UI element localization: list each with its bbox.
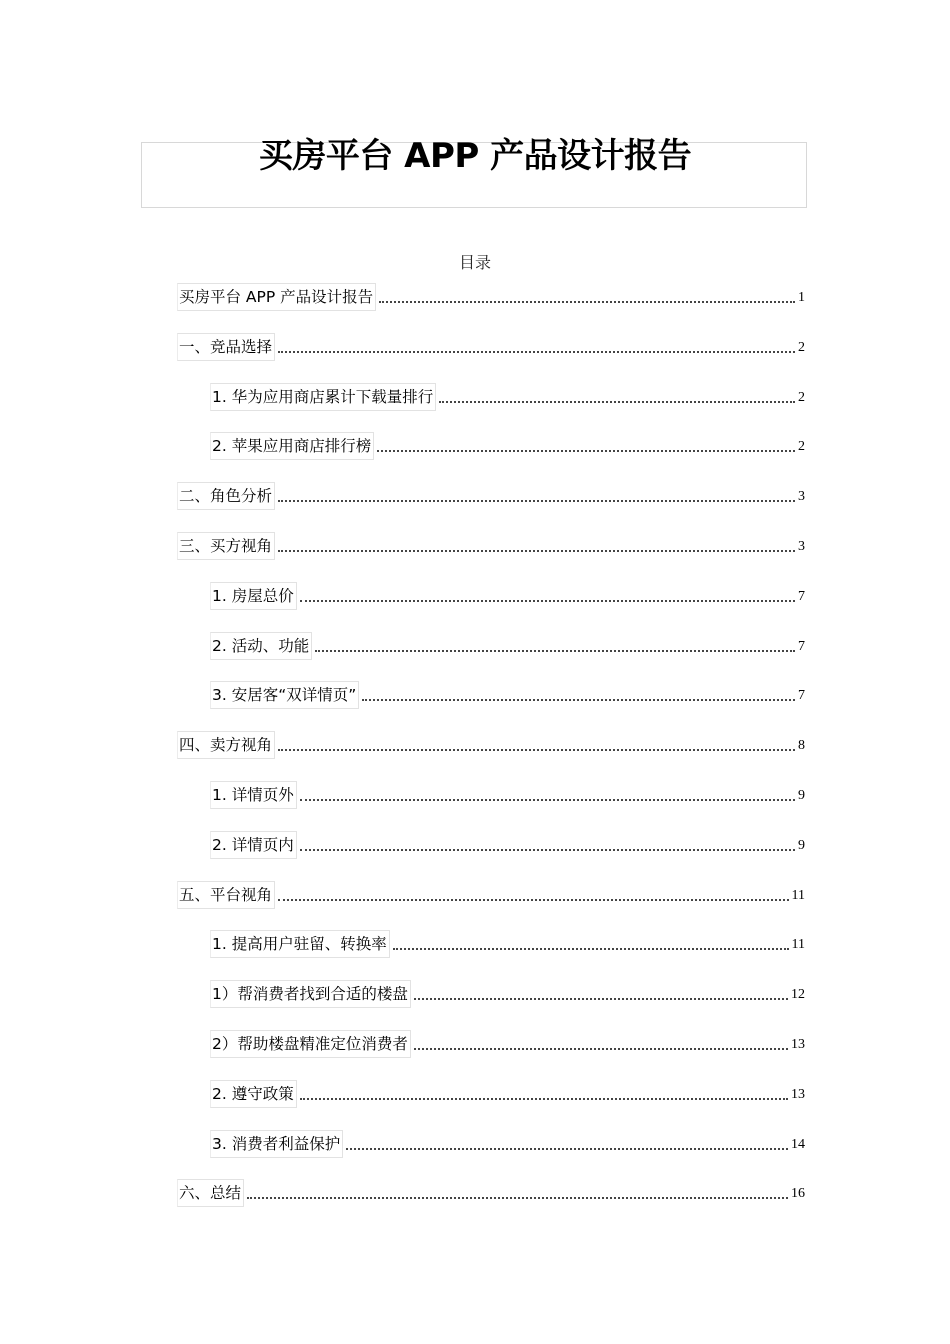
toc-page-number: 9 xyxy=(798,788,805,803)
toc-entry-label: 买房平台 APP 产品设计报告 xyxy=(177,283,376,311)
toc-entry-label: 1. 房屋总价 xyxy=(210,582,297,610)
toc-leader-dots xyxy=(414,998,788,1000)
toc-entry-label: 1. 华为应用商店累计下载量排行 xyxy=(210,383,436,411)
toc-entry[interactable] xyxy=(210,582,805,610)
toc-leader-dots xyxy=(278,550,795,552)
toc-leader-dots xyxy=(414,1048,788,1050)
toc-leader-dots xyxy=(346,1148,788,1150)
toc-entry-label: 三、买方视角 xyxy=(177,532,275,560)
toc-page-number: 11 xyxy=(791,887,805,903)
toc-page-number: 12 xyxy=(791,987,805,1003)
toc-leader-dots xyxy=(300,849,795,851)
toc-entry-label: 2. 活动、功能 xyxy=(210,632,312,660)
toc-page-number: 7 xyxy=(798,688,805,704)
toc-page-number: 13 xyxy=(791,1086,805,1102)
toc-leader-dots xyxy=(377,450,795,452)
toc-entry-label: 1. 详情页外 xyxy=(210,781,297,809)
toc-entry-label: 1）帮消费者找到合适的楼盘 xyxy=(210,980,411,1008)
toc-entry[interactable] xyxy=(177,283,805,311)
toc-entry[interactable] xyxy=(210,1130,805,1158)
toc-entry[interactable] xyxy=(210,681,805,709)
toc-page-number: 16 xyxy=(791,1186,805,1202)
toc-entry[interactable] xyxy=(210,831,805,859)
toc-page-number: 2 xyxy=(798,439,805,455)
toc-entry[interactable] xyxy=(177,881,805,909)
toc-leader-dots xyxy=(278,899,789,901)
toc-leader-dots xyxy=(315,650,795,652)
toc-entry-label: 1. 提高用户驻留、转换率 xyxy=(210,930,390,958)
toc-entry[interactable] xyxy=(210,781,805,809)
toc-entry[interactable] xyxy=(210,980,805,1008)
toc-leader-dots xyxy=(247,1197,788,1199)
toc-entry[interactable] xyxy=(177,532,805,560)
toc-heading: 目录 xyxy=(458,253,491,272)
toc-leader-dots xyxy=(379,301,795,303)
toc-entry-label: 一、竞品选择 xyxy=(177,333,275,361)
toc-page-number: 11 xyxy=(791,937,805,953)
toc-entry[interactable] xyxy=(210,632,805,660)
toc-leader-dots xyxy=(278,351,795,353)
toc-page-number: 13 xyxy=(791,1037,805,1052)
toc-page-number: 14 xyxy=(791,1136,805,1152)
toc-entry[interactable] xyxy=(210,432,805,460)
toc-leader-dots xyxy=(300,1098,788,1100)
toc-page-number: 2 xyxy=(798,339,805,355)
toc-entry-label: 五、平台视角 xyxy=(177,881,275,909)
toc-entry-label: 3. 消费者利益保护 xyxy=(210,1130,343,1158)
toc-entry[interactable] xyxy=(210,383,805,411)
toc-entry[interactable] xyxy=(177,1179,805,1207)
toc-entry[interactable] xyxy=(210,930,805,958)
document-title: 买房平台 APP 产品设计报告 xyxy=(258,136,692,176)
toc-entry-label: 六、总结 xyxy=(177,1179,244,1207)
toc-page-number: 7 xyxy=(798,638,805,654)
toc-entry[interactable] xyxy=(177,482,805,510)
toc-page-number: 3 xyxy=(798,539,805,554)
toc-leader-dots xyxy=(278,500,795,502)
toc-entry[interactable] xyxy=(210,1080,805,1108)
toc-entry[interactable] xyxy=(210,1030,805,1058)
toc-page-number: 8 xyxy=(798,738,805,754)
toc-entry[interactable] xyxy=(177,731,805,759)
toc-leader-dots xyxy=(300,799,795,801)
toc-page-number: 7 xyxy=(798,588,805,604)
toc-leader-dots xyxy=(278,749,795,751)
toc-entry[interactable] xyxy=(177,333,805,361)
toc-leader-dots xyxy=(393,948,789,950)
toc-leader-dots xyxy=(300,600,795,602)
toc-leader-dots xyxy=(362,699,795,701)
toc-entry-label: 四、卖方视角 xyxy=(177,731,275,759)
toc-page-number: 1 xyxy=(798,290,805,305)
toc-entry-label: 2. 苹果应用商店排行榜 xyxy=(210,432,374,460)
toc-page-number: 9 xyxy=(798,837,805,853)
toc-entry-label: 2）帮助楼盘精准定位消费者 xyxy=(210,1030,411,1058)
toc-page-number: 2 xyxy=(798,389,805,405)
toc-leader-dots xyxy=(439,401,795,403)
toc-entry-label: 二、角色分析 xyxy=(177,482,275,510)
toc-entry-label: 2. 详情页内 xyxy=(210,831,297,859)
toc-page-number: 3 xyxy=(798,489,805,505)
toc-entry-label: 2. 遵守政策 xyxy=(210,1080,297,1108)
toc-entry-label: 3. 安居客“双详情页” xyxy=(210,681,359,709)
